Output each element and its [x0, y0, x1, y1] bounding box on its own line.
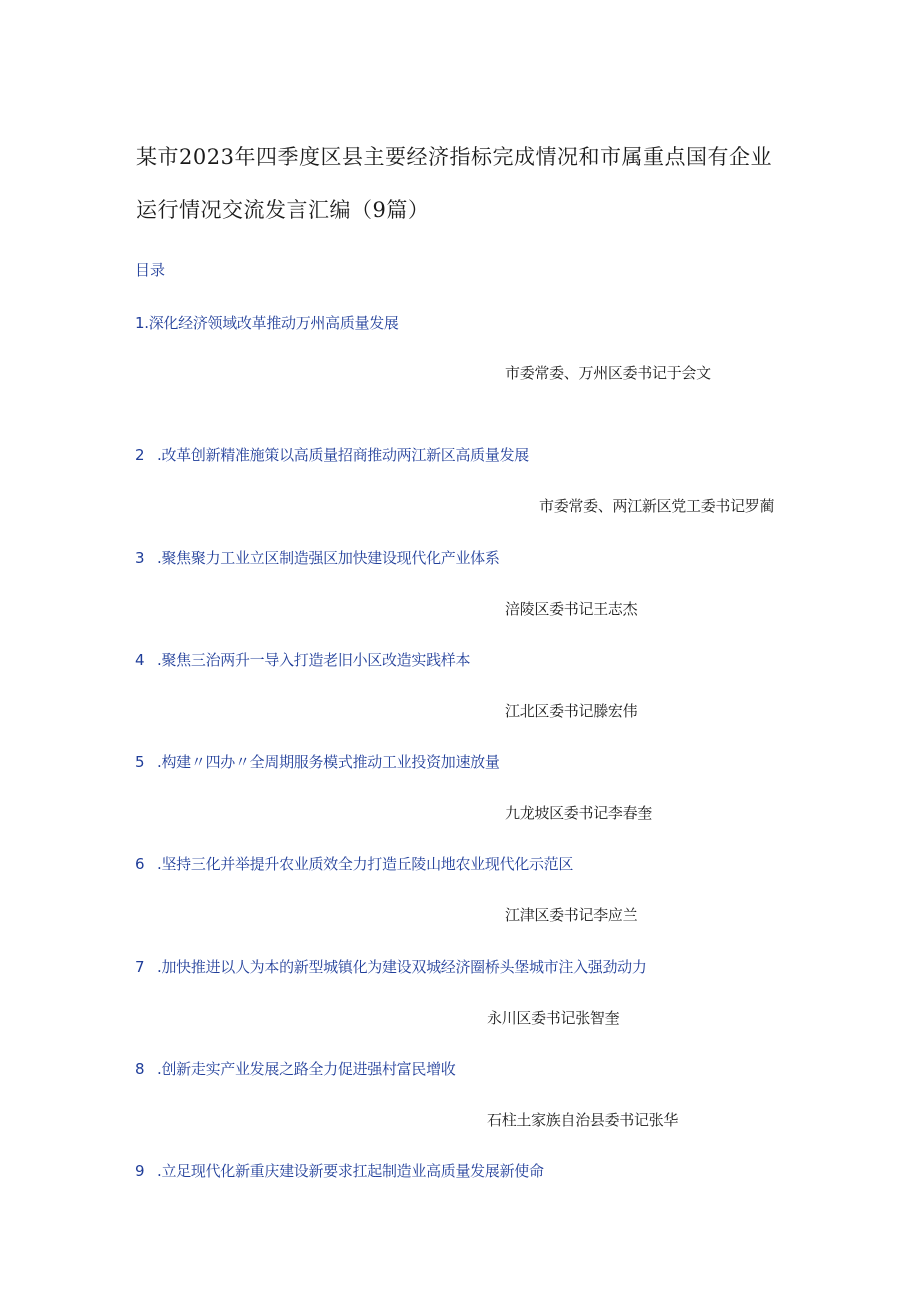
toc-author-8: 石柱土家族自治县委书记张华 [487, 1111, 679, 1129]
document-title-line-1: 某市2023年四季度区县主要经济指标完成情况和市属重点国有企业 [136, 145, 772, 169]
toc-item-9[interactable] [135, 1160, 544, 1181]
toc-item-1[interactable] [135, 312, 399, 333]
toc-item-text: .改革创新精准施策以高质量招商推动两江新区高质量发展 [157, 446, 529, 464]
toc-item-number: 6 [135, 855, 145, 873]
toc-item-number: 3 [135, 549, 145, 567]
toc-item-4[interactable] [135, 649, 470, 670]
toc-item-2[interactable] [135, 444, 529, 465]
toc-item-text: .创新走实产业发展之路全力促进强村富民增收 [157, 1060, 456, 1078]
toc-item-3[interactable] [135, 547, 500, 568]
toc-item-number: 1 [135, 314, 145, 332]
toc-item-text: .深化经济领域改革推动万州高质量发展 [144, 314, 399, 332]
toc-item-text: .聚焦聚力工业立区制造强区加快建设现代化产业体系 [157, 549, 500, 567]
toc-author-3: 涪陵区委书记王志杰 [505, 600, 638, 618]
toc-author-5: 九龙坡区委书记李春奎 [505, 804, 653, 822]
toc-heading: 目录 [135, 261, 166, 279]
toc-item-number: 5 [135, 753, 145, 771]
toc-author-2: 市委常委、两江新区党工委书记罗蔺 [539, 497, 775, 515]
toc-author-4: 江北区委书记滕宏伟 [505, 702, 638, 720]
document-title-line-2: 运行情况交流发言汇编（9篇） [136, 198, 430, 222]
toc-item-text: .立足现代化新重庆建设新要求扛起制造业高质量发展新使命 [157, 1162, 544, 1180]
toc-author-6: 江津区委书记李应兰 [505, 906, 638, 924]
toc-item-8[interactable] [135, 1058, 455, 1079]
toc-item-7[interactable] [135, 956, 647, 977]
toc-item-number: 8 [135, 1060, 145, 1078]
toc-item-number: 9 [135, 1162, 145, 1180]
toc-item-number: 7 [135, 958, 145, 976]
toc-item-5[interactable] [135, 751, 500, 772]
toc-item-text: .聚焦三治两升一导入打造老旧小区改造实践样本 [157, 651, 471, 669]
toc-item-text: .坚持三化并举提升农业质效全力打造丘陵山地农业现代化示范区 [157, 855, 574, 873]
toc-author-1: 市委常委、万州区委书记于会文 [505, 364, 711, 382]
toc-item-6[interactable] [135, 853, 573, 874]
toc-author-7: 永川区委书记张智奎 [487, 1009, 620, 1027]
toc-item-text: .加快推进以人为本的新型城镇化为建设双城经济圈桥头堡城市注入强劲动力 [157, 958, 647, 976]
toc-item-number: 4 [135, 651, 145, 669]
toc-item-number: 2 [135, 446, 145, 464]
toc-item-text: .构建〃四办〃全周期服务模式推动工业投资加速放量 [157, 753, 500, 771]
